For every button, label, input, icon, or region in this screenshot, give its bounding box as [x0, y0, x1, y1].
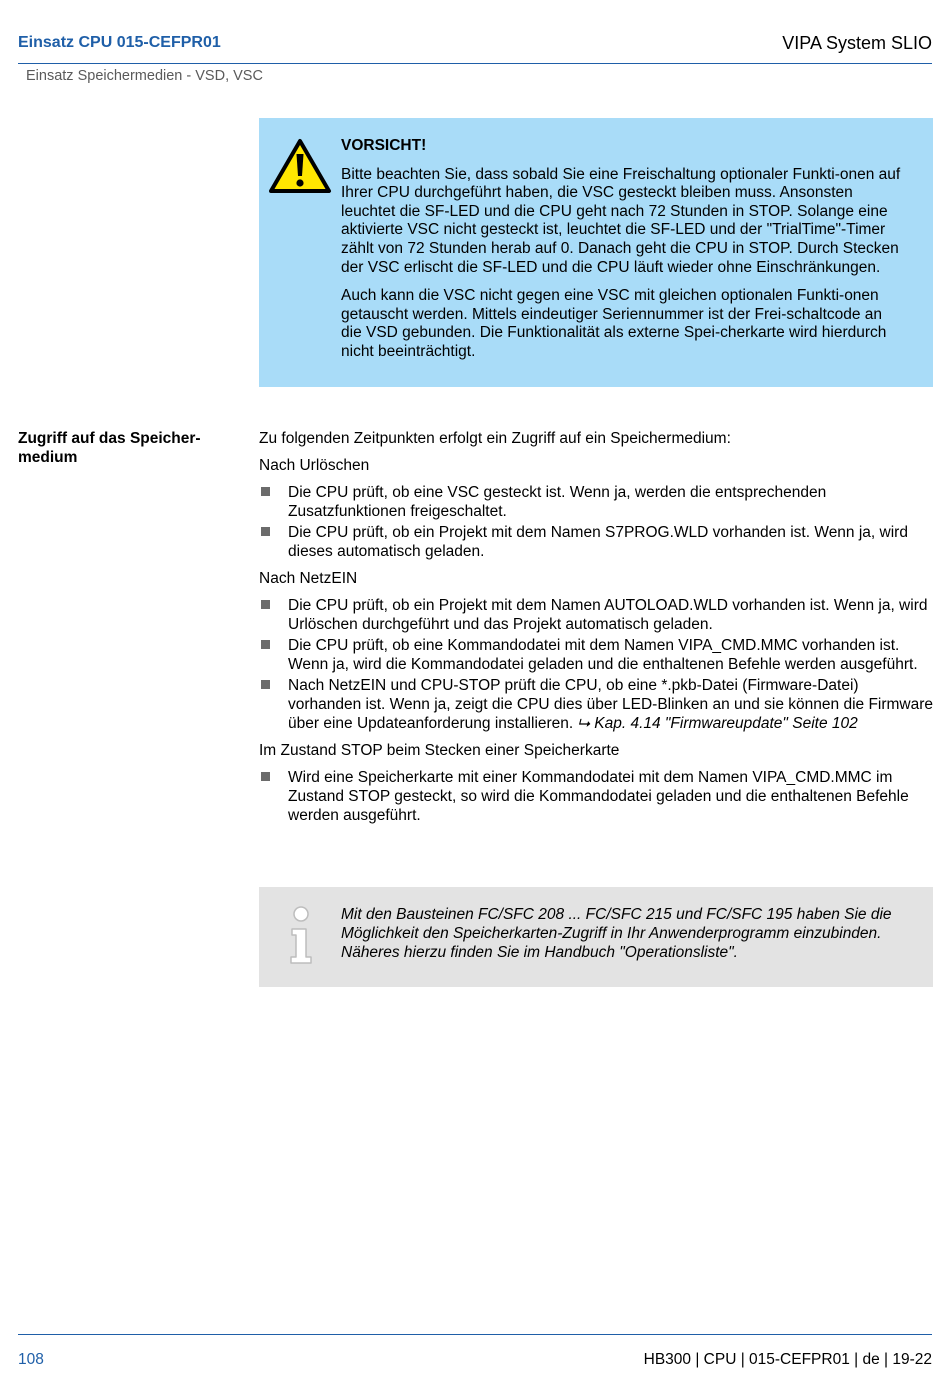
header-divider [18, 63, 932, 64]
document-reference: HB300 | CPU | 015-CEFPR01 | de | 19-22 [643, 1351, 932, 1368]
info-box [259, 887, 933, 987]
caution-paragraph-2: Auch kann die VSC nicht gegen eine VSC mit gleichen optionalen Funkti-onen getauscht werden. Mittels eindeutiger Seriennummer ist der Frei-schaltcode an die VSD gebunden. Die Funktionalität als externe Spei-cherkarte wird hierdurch nicht beeinträchtigt. [341, 287, 887, 360]
list-item-text: Die CPU prüft, ob ein Projekt mit dem Namen AUTOLOAD.WLD vorhanden ist. Wenn ja, wird Urlöschen durchgeführt und das Projekt automatisch geladen. [288, 597, 928, 633]
caution-box [259, 118, 933, 387]
side-heading: Zugriff auf das Speicher-medium [18, 430, 201, 466]
square-bullet-icon [261, 680, 270, 689]
product-name: VIPA System SLIO [782, 33, 932, 53]
page-number: 108 [18, 1351, 44, 1368]
list-item [259, 596, 935, 634]
square-bullet-icon [261, 487, 270, 496]
list-item-text: Nach NetzEIN und CPU-STOP prüft die CPU, ob eine *.pkb-Datei (Firmware-Datei) vorhanden ist. Wenn ja, zeigt die CPU dies über LED-Blinken an und sie können die Firmware über eine Updateanforderung installieren. [288, 677, 934, 732]
info-icon [284, 905, 318, 965]
square-bullet-icon [261, 600, 270, 609]
section-body [259, 429, 935, 833]
cross-reference-link[interactable] [578, 715, 858, 732]
group-title: Nach NetzEIN [259, 570, 358, 587]
list-item-text: Die CPU prüft, ob ein Projekt mit dem Namen S7PROG.WLD vorhanden ist. Wenn ja, wird dieses automatisch geladen. [288, 524, 908, 560]
square-bullet-icon [261, 527, 270, 536]
chapter-title: Einsatz CPU 015-CEFPR01 [18, 34, 221, 51]
cross-reference-text: Kap. 4.14 "Firmwareupdate" Seite 102 [594, 715, 858, 732]
intro-text: Zu folgenden Zeitpunkten erfolgt ein Zugriff auf ein Speichermedium: [259, 430, 731, 447]
square-bullet-icon [261, 640, 270, 649]
bullet-list [259, 768, 935, 825]
warning-triangle-icon [268, 138, 332, 194]
section-title: Einsatz Speichermedien - VSD, VSC [26, 68, 263, 84]
bullet-list [259, 596, 935, 733]
list-item [259, 483, 935, 521]
square-bullet-icon [261, 772, 270, 781]
list-item-text: Wird eine Speicherkarte mit einer Kommandodatei mit dem Namen VIPA_CMD.MMC im Zustand STOP gesteckt, so wird die Kommandodatei geladen und die enthaltenen Befehle werden ausgeführt. [288, 769, 909, 824]
group-title: Im Zustand STOP beim Stecken einer Speicherkarte [259, 742, 620, 759]
bullet-list [259, 483, 935, 561]
group-title: Nach Urlöschen [259, 457, 370, 474]
caution-text [341, 137, 901, 362]
reference-arrow-icon: ⮡ [577, 715, 590, 732]
list-item [259, 636, 935, 674]
footer-divider [18, 1334, 932, 1335]
list-item [259, 523, 935, 561]
list-item-text: Die CPU prüft, ob eine VSC gesteckt ist. Wenn ja, werden die entsprechenden Zusatzfunktionen freigeschaltet. [288, 484, 827, 520]
caution-title: VORSICHT! [341, 137, 427, 154]
list-item [259, 676, 935, 733]
caution-paragraph-1: Bitte beachten Sie, dass sobald Sie eine Freischaltung optionaler Funkti-onen auf Ihrer CPU durchgeführt haben, die VSC gesteckt bleiben muss. Ansonsten leuchtet die SF-LED und die CPU geht nach 72 Stunden in STOP. Solange eine aktivierte VSC nicht gesteckt ist, leuchtet die SF-LED und der "TrialTime"-Timer zählt von 72 Stunden herab auf 0. Danach geht die CPU in STOP. Durch Stecken der VSC erlischt die SF-LED und die CPU läuft wieder ohne Einschränkungen. [341, 165, 901, 276]
info-text: Mit den Bausteinen FC/SFC 208 ... FC/SFC 215 und FC/SFC 195 haben Sie die Möglichkeit den Speicherkarten-Zugriff in Ihr Anwenderprogramm einzubinden. Näheres hierzu finden Sie im Handbuch "Operationsliste". [341, 906, 892, 961]
list-item-text: Die CPU prüft, ob eine Kommandodatei mit dem Namen VIPA_CMD.MMC vorhanden ist. Wenn ja, wird die Kommandodatei geladen und die enthaltenen Befehle werden ausgeführt. [288, 637, 918, 673]
list-item [259, 768, 935, 825]
